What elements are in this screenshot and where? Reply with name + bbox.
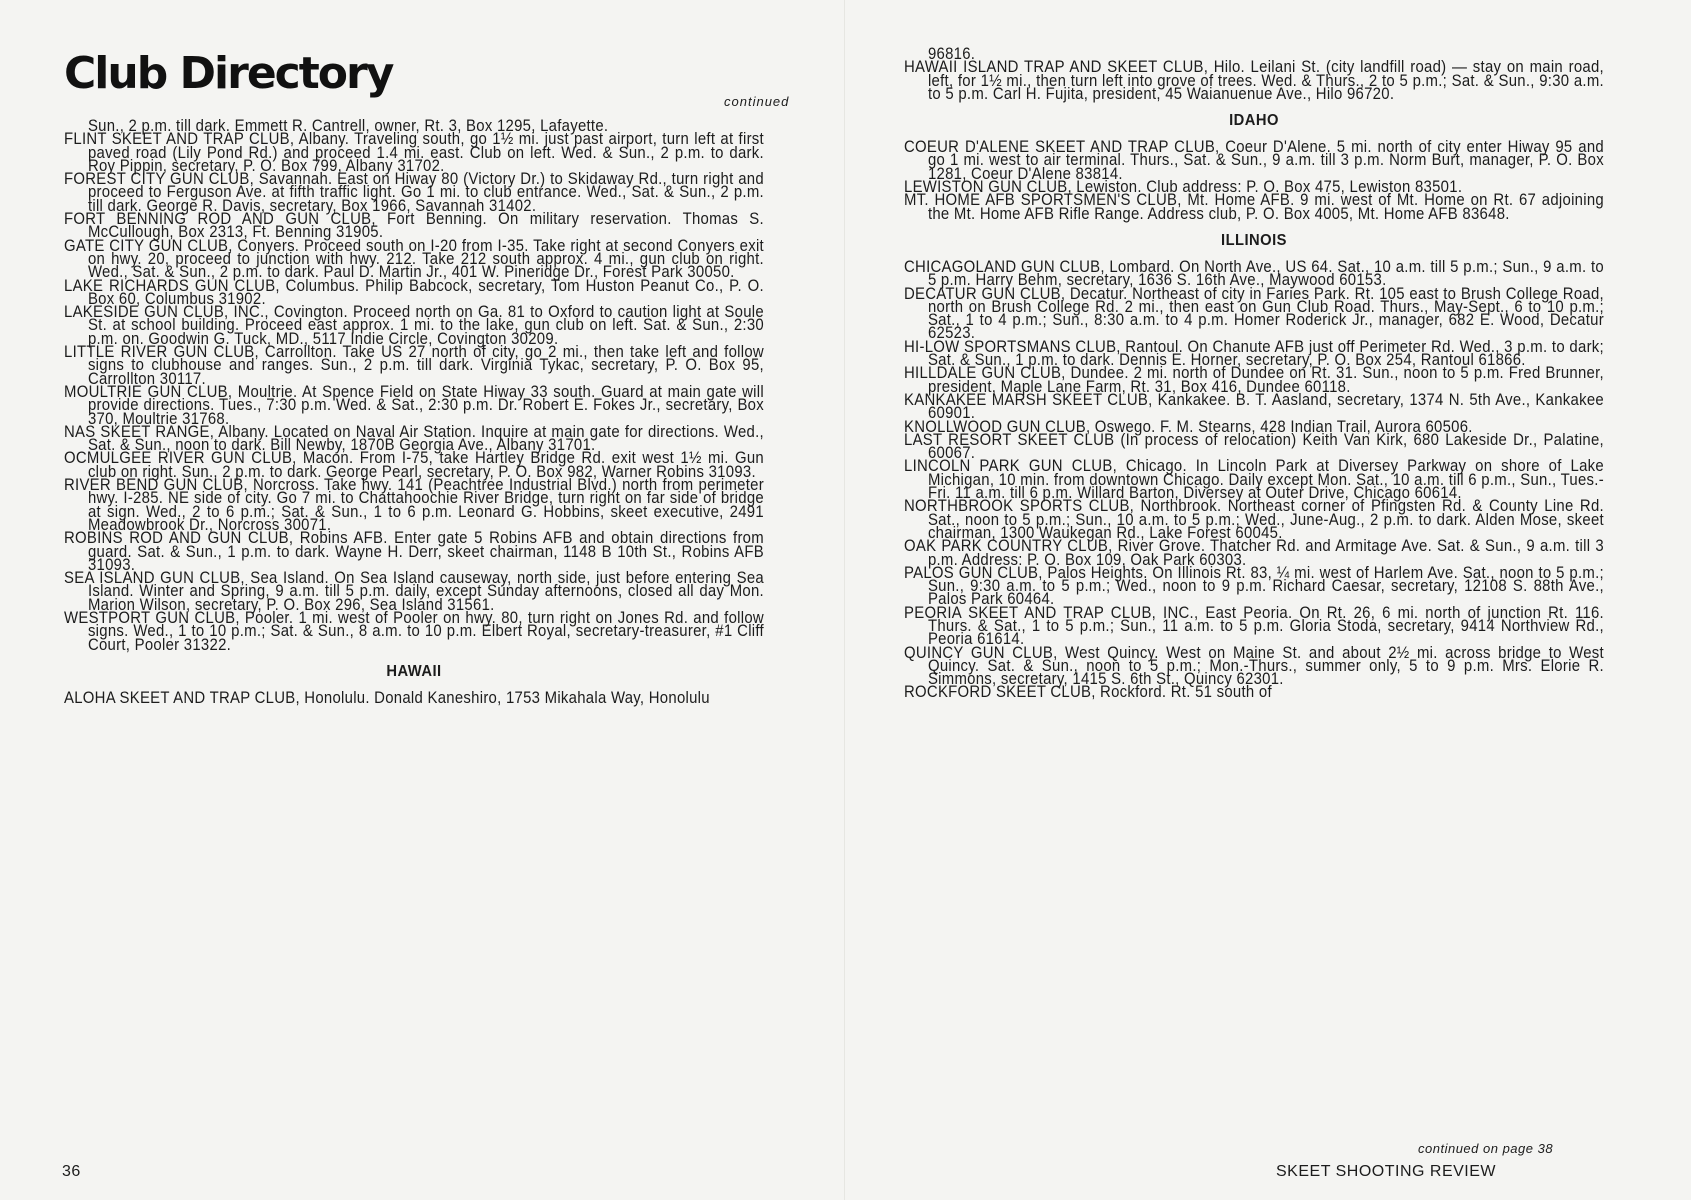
- club-entry: COEUR D'ALENE SKEET AND TRAP CLUB, Coeur D'Alene. 5 mi. north of city enter Hiway 95 and go 1 mi. west to air terminal. Thurs., Sat. & Sun., 9 a.m. till 3 p.m. Norm Burt, manager, P. O. Box 1281, Coeur D'Alene 83814.: [904, 138, 1604, 183]
- club-entry: ROCKFORD SKEET CLUB, Rockford. Rt. 51 south of: [904, 683, 1272, 702]
- club-entry: CHICAGOLAND GUN CLUB, Lombard. On North Ave., US 64. Sat., 10 a.m. till 5 p.m.; Sun., 9 a.m. to 5 p.m. Harry Behm, secretary, 1636 S. 16th Ave., Maywood 60153.: [904, 257, 1604, 290]
- club-entry: PEORIA SKEET AND TRAP CLUB, INC., East Peoria. On Rt. 26, 6 mi. north of junction Rt. 116. Thurs. & Sat., 1 to 5 p.m.; Sun., 11 a.m. to 5 p.m. Gloria Stoda, secretary, 9414 Northview Rd., Peoria 61614.: [904, 603, 1604, 649]
- club-entry: HI-LOW SPORTSMANS CLUB, Rantoul. On Chanute AFB just off Perimeter Rd. Wed., 3 p.m. to dark; Sat. & Sun., 1 p.m. to dark. Dennis E. Horner, secretary, P. O. Box 254, Rantoul 61866.: [904, 337, 1604, 370]
- club-entry: HILLDALE GUN CLUB, Dundee. 2 mi. north of Dundee on Rt. 31. Sun., noon to 5 p.m. Fred Brunner, president, Maple Lane Farm, Rt. 31, Box 416, Dundee 60118.: [904, 364, 1604, 396]
- continued-label: continued: [724, 94, 790, 109]
- left-column: [64, 117, 764, 707]
- club-entry: OCMULGEE RIVER GUN CLUB, Macon. From I-75, take Hartley Bridge Rd. exit west 1½ mi. Gun club on right. Sun., 2 p.m. to dark. George Pearl, secretary, P. O. Box 982, Warner Robins 31093.: [64, 449, 764, 481]
- page-gutter: [844, 0, 845, 1200]
- club-entry: NAS SKEET RANGE, Albany. Located on Naval Air Station. Inquire at main gate for directions. Wed., Sat. & Sun., noon to dark. Bill Newby, 1870B Georgia Ave., Albany 31701.: [64, 422, 764, 455]
- hawaii-heading: HAWAII: [386, 662, 442, 680]
- club-entry: LAST RESORT SKEET CLUB (In process of relocation) Keith Van Kirk, 680 Lakeside Dr., Palatine, 60067.: [904, 430, 1604, 463]
- club-entry: QUINCY GUN CLUB, West Quincy. West on Maine St. and about 2½ mi. across bridge to West Quincy. Sat. & Sun., noon to 5 p.m.; Mon.-Thurs., summer only, 5 to 9 p.m. Mrs. Elorie R. Simmons, secretary, 1415 S. 6th St., Quincy 62301.: [904, 643, 1604, 689]
- hawaii-entry-list: [64, 688, 764, 707]
- club-entry: MOULTRIE GUN CLUB, Moultrie. At Spence Field on State Hiway 33 south. Guard at main gate will provide directions. Tues., 7:30 p.m. Wed. & Sat., 2:30 p.m. Dr. Robert E. Fokes Jr., secretary, Box 370, Moultrie 31768.: [64, 382, 764, 428]
- right-column: [904, 45, 1604, 702]
- club-entry: RIVER BEND GUN CLUB, Norcross. Take hwy. 141 (Peachtree Industrial Blvd.) north from perimeter hwy. I-285. NE side of city. Go 7 mi. to Chattahoochie River Bridge, turn right on far side of bridge at sign. Wed., 2 to 6 p.m.; Sat. & Sun., 1 to 6 p.m. Leonard G. Hobbins, skeet executive, 2491 Meadowbrook Dr., Norcross 30071.: [64, 476, 764, 534]
- club-entry: KNOLLWOOD GUN CLUB, Oswego. F. M. Stearns, 428 Indian Trail, Aurora 60506.: [904, 417, 1473, 436]
- club-entry: HAWAII ISLAND TRAP AND SKEET CLUB, Hilo. Leilani St. (city landfill road) — stay on main road, left, for 1½ mi., then turn left into grove of trees. Wed. & Thurs., 2 to 5 p.m.; Sat. & Sun., 9:30 a.m. to 5 p.m. Carl H. Fujita, president, 45 Waianuenue Ave., Hilo 96720.: [904, 58, 1604, 103]
- club-entry: WESTPORT GUN CLUB, Pooler. 1 mi. west of Pooler on hwy. 80, turn right on Jones Rd. and follow signs. Wed., 1 to 10 p.m.; Sat. & Sun., 8 a.m. to 10 p.m. Elbert Royal, secretary-treasurer, #1 Cliff Court, Pooler 31322.: [64, 608, 764, 654]
- club-entry: LAKESIDE GUN CLUB, INC., Covington. Proceed north on Ga. 81 to Oxford to caution light at Soule St. at school building. Proceed east approx. 1 mi. to the lake, gun club on left. Sat. & Sun., 2:30 p.m. on. Goodwin G. Tuck, MD., 5117 Indie Circle, Covington 30209.: [64, 303, 764, 348]
- club-entry: SEA ISLAND GUN CLUB, Sea Island. On Sea Island causeway, north side, just before entering Sea Island. Winter and Spring, 9 a.m. till 5 p.m. daily, except Sunday afternoons, closed all day Mon. Marion Wilson, secretary, P. O. Box 296, Sea Island 31561.: [64, 569, 764, 614]
- right-leading-text: 96816.: [927, 45, 976, 63]
- club-entry: LAKE RICHARDS GUN CLUB, Columbus. Philip Babcock, secretary, Tom Huston Peanut Co., P. O. Box 60, Columbus 31902.: [64, 276, 764, 308]
- page-title: Club Directory: [64, 48, 393, 99]
- club-entry: DECATUR GUN CLUB, Decatur. Northeast of city in Faries Park. Rt. 105 east to Brush College Road, north on Brush College Rd. 2 mi., then east on Gun Club Road. Thurs., May-Sept., 6 to 10 p.m.; Sat., 1 to 4 p.m.; Sun., 8:30 a.m. to 4 p.m. Homer Roderick Jr., manager, 682 E. Wood, Decatur 62523.: [904, 284, 1604, 343]
- club-entry: OAK PARK COUNTRY CLUB, River Grove. Thatcher Rd. and Armitage Ave. Sat. & Sun., 9 a.m. till 3 p.m. Address: P. O. Box 109, Oak Park 60303.: [904, 537, 1604, 569]
- idaho-entry-list: [904, 138, 1604, 223]
- club-entry: PALOS GUN CLUB, Palos Heights. On Illinois Rt. 83, ¼ mi. west of Harlem Ave. Sat., noon to 5 p.m.; Sun., 9:30 a.m. to 5 p.m.; Wed., noon to 9 p.m. Richard Caesar, secretary, 12108 S. 88th Ave., Palos Park 60464.: [904, 563, 1604, 609]
- club-entry: FORT BENNING ROD AND GUN CLUB, Fort Benning. On military reservation. Thomas S. McCullough, Box 2313, Ft. Benning 31905.: [64, 210, 764, 242]
- hawaii-continued-entry-list: [904, 58, 1604, 103]
- continued-on-page: continued on page 38: [1418, 1141, 1554, 1156]
- club-entry: FLINT SKEET AND TRAP CLUB, Albany. Traveling south, go 1½ mi. just past airport, turn left at first paved road (Lily Pond Rd.) and proceed 1.4 mi. east. Club on left. Wed. & Sun., 2 p.m. to dark. Roy Pippin, secretary, P. O. Box 799, Albany 31702.: [64, 130, 764, 175]
- illinois-entry-list: [904, 257, 1604, 702]
- left-leading-text: Sun., 2 p.m. till dark. Emmett R. Cantrell, owner, Rt. 3, Box 1295, Lafayette.: [87, 117, 609, 135]
- georgia-entry-list: [64, 130, 764, 654]
- club-entry: NORTHBROOK SPORTS CLUB, Northbrook. Northeast corner of Pfingsten Rd. & County Line Rd. Sat., noon to 5 p.m.; Sun., 10 a.m. to 5 p.m.; Wed., June-Aug., 2 p.m. to dark. Alden Mose, skeet chairman, 1300 Waukegan Rd., Lake Forest 60045.: [904, 497, 1604, 542]
- publication-name: SKEET SHOOTING REVIEW: [1276, 1163, 1497, 1180]
- club-entry: KANKAKEE MARSH SKEET CLUB, Kankakee. B. T. Aasland, secretary, 1374 N. 5th Ave., Kankakee 60901.: [904, 390, 1604, 423]
- club-entry: FOREST CITY GUN CLUB, Savannah. East on Hiway 80 (Victory Dr.) to Skidaway Rd., turn right and proceed to Ferguson Ave. at fifth traffic light. Go 1 mi. to club entrance. Wed., Sat. & Sun., 2 p.m. till dark. George R. Davis, secretary, Box 1966, Savannah 31402.: [64, 170, 764, 215]
- club-entry: LITTLE RIVER GUN CLUB, Carrollton. Take US 27 north of city, go 2 mi., then take left and follow signs to clubhouse and ranges. Sun., 2 p.m. till dark. Virginia Tykac, secretary, P. O. Box 95, Carrollton 30117.: [64, 343, 764, 388]
- page-number: 36: [62, 1163, 81, 1180]
- club-entry: GATE CITY GUN CLUB, Conyers. Proceed south on I-20 from I-35. Take right at second Conyers exit on hwy. 20, proceed to junction with hwy. 212. Take 212 south approx. 4 mi., gun club on right. Wed., Sat. & Sun., 2 p.m. to dark. Paul D. Martin Jr., 401 W. Pineridge Dr., Forest Park 30050.: [64, 236, 764, 282]
- idaho-heading: IDAHO: [1229, 112, 1279, 130]
- illinois-heading: ILLINOIS: [1221, 231, 1287, 249]
- club-entry: ROBINS ROD AND GUN CLUB, Robins AFB. Enter gate 5 Robins AFB and obtain directions from guard. Sat. & Sun., 1 p.m. to dark. Wayne H. Derr, skeet chairman, 1148 B 10th St., Robins AFB 31093.: [64, 529, 764, 574]
- club-entry: LEWISTON GUN CLUB, Lewiston. Club address: P. O. Box 475, Lewiston 83501.: [904, 178, 1463, 197]
- club-entry: ALOHA SKEET AND TRAP CLUB, Honolulu. Donald Kaneshiro, 1753 Mikahala Way, Honolulu: [64, 688, 710, 707]
- club-entry: LINCOLN PARK GUN CLUB, Chicago. In Lincoln Park at Diversey Parkway on shore of Lake Michigan, 10 min. from downtown Chicago. Daily except Mon. Sat., 10 a.m. till 6 p.m., Sun., Tues.-Fri. 11 a.m. till 6 p.m. Willard Barton, Diversey at Outer Drive, Chicago 60614.: [904, 457, 1604, 503]
- club-entry: MT. HOME AFB SPORTSMEN'S CLUB, Mt. Home AFB. 9 mi. west of Mt. Home on Rt. 67 adjoining the Mt. Home AFB Rifle Range. Address club, P. O. Box 4005, Mt. Home AFB 83648.: [904, 191, 1604, 223]
